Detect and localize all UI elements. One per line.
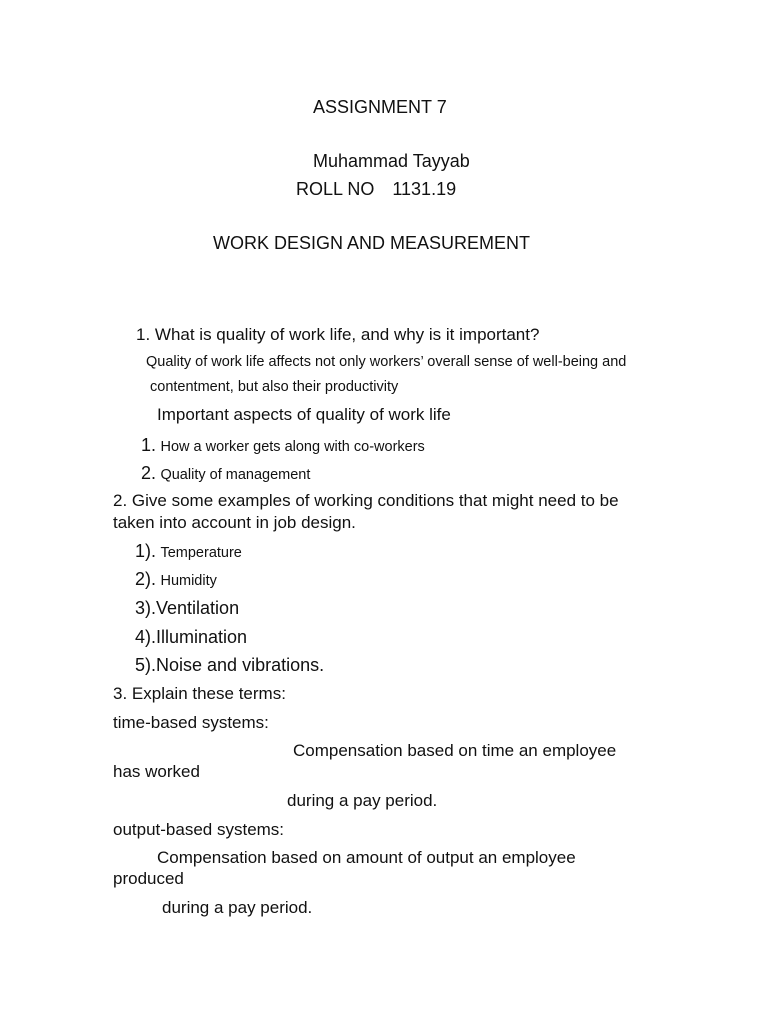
roll-number-row (296, 180, 456, 198)
question-3: 3. Explain these terms: (113, 684, 286, 703)
list-text: Ventilation (156, 598, 240, 618)
subject-title: WORK DESIGN AND MEASUREMENT (213, 233, 531, 253)
list-item (135, 599, 239, 618)
list-number: 4). (135, 627, 157, 647)
q1-aspects-heading: Important aspects of quality of work life (157, 405, 451, 424)
time-based-def-line-2: has worked (113, 762, 200, 781)
q1-answer-line-1: Quality of work life affects not only workers’ overall sense of well-being and (146, 354, 627, 370)
output-based-def-line-2: produced (113, 869, 184, 888)
list-item (135, 656, 324, 675)
list-text: Noise and vibrations. (156, 655, 325, 675)
term-output-based: output-based systems: (113, 820, 285, 839)
list-number: 5). (135, 655, 157, 675)
list-item (135, 570, 217, 589)
list-text: Illumination (156, 627, 248, 647)
list-number: 1). (135, 541, 157, 561)
time-based-def-line-3: during a pay period. (287, 791, 438, 810)
assignment-title: ASSIGNMENT 7 (313, 97, 447, 117)
q1-answer-line-2: contentment, but also their productivity (150, 379, 399, 395)
list-item (135, 628, 247, 647)
question-2-line-2: taken into account in job design. (113, 513, 356, 532)
question-2-line-1: 2. Give some examples of working conditions that might need to be (113, 491, 619, 510)
list-item (141, 464, 310, 483)
list-text: How a worker gets along with co-workers (160, 439, 425, 455)
list-number: 2. (141, 463, 157, 483)
roll-label: ROLL NO (296, 179, 375, 199)
list-item (141, 436, 425, 455)
list-number: 2). (135, 569, 157, 589)
list-number: 1. (141, 435, 157, 455)
student-name: Muhammad Tayyab (313, 151, 470, 171)
list-number: 3). (135, 598, 157, 618)
list-text: Humidity (160, 573, 217, 589)
output-based-def-line-3: during a pay period. (162, 898, 313, 917)
roll-value: 1131.19 (392, 179, 457, 199)
question-1: 1. What is quality of work life, and why is it important? (136, 325, 540, 344)
list-text: Quality of management (160, 467, 311, 483)
list-text: Temperature (160, 545, 242, 561)
term-time-based: time-based systems: (113, 713, 269, 732)
list-item (135, 542, 242, 561)
output-based-def-line-1: Compensation based on amount of output an employee (157, 848, 576, 867)
time-based-def-line-1: Compensation based on time an employee (293, 741, 617, 760)
